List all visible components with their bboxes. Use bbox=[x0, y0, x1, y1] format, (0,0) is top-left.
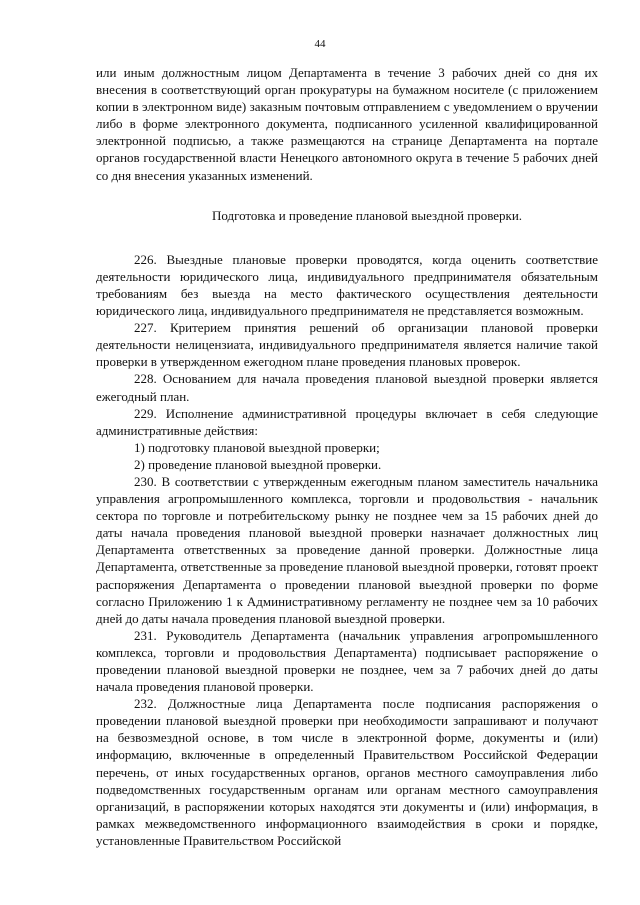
paragraph-228: 228. Основанием для начала проведения плановой выездной проверки является ежегодный план. bbox=[96, 371, 598, 404]
paragraph-229: 229. Исполнение административной процедуры включает в себя следующие административные действия: bbox=[96, 405, 598, 438]
paragraph-231: 231. Руководитель Департамента (начальник управления агропромышленного комплекса, торговли и продовольствия Департамента) подписывает распоряжение о проведении плановой выездной проверки не позднее, чем за 7 рабочих дней до даты начала проведения плановой проверки. bbox=[96, 627, 598, 695]
list-item-2: 2) проведение плановой выездной проверки. bbox=[134, 456, 382, 472]
paragraph-226: 226. Выездные плановые проверки проводятся, когда оценить соответствие деятельности юридического лица, индивидуального предпринимателя обязательным требованиям без выезда на место фактического осуществления деятельности юридического лица, индивидуального предпринимателя не представляется возможным. bbox=[96, 251, 598, 319]
paragraph-230: 230. В соответствии с утвержденным ежегодным планом заместитель начальника управления агропромышленного комплекса, торговли и продовольствия - начальник сектора по торговле и потребительскому рынку не позднее чем за 15 рабочих дней до даты начала проведения плановой выездной проверки назначает должностных лиц Департамента ответственных за проведение данной проверки. Должностные лица Департамента, ответственные за проведение плановой выездной проверки, готовят проект распоряжения Департамента о проведении плановой выездной проверки по форме согласно Приложению 1 к Административному регламенту не позднее чем за 10 рабочих дней до даты начала проведения плановой выездной проверки. bbox=[96, 473, 598, 626]
document-body bbox=[96, 64, 598, 849]
page-number: 44 bbox=[314, 38, 326, 50]
section-heading: Подготовка и проведение плановой выездной проверки. bbox=[211, 207, 523, 223]
paragraph-232: 232. Должностные лица Департамента после подписания распоряжения о проведении плановой выездной проверки при необходимости запрашивают и получают на безвозмездной основе, в том числе в электронной форме, документы и (или) информацию, включенные в определенный Правительством Российской Федерации перечень, от иных государственных органов, органов местного самоуправления либо подведомственных государственным органам или органам местного самоуправления организаций, в распоряжении которых находятся эти документы и (или) информация, в рамках межведомственного информационного взаимодействия в сроки и порядке, установленные Правительством Российской bbox=[96, 696, 598, 848]
paragraph-227: 227. Критерием принятия решений об организации плановой проверки деятельности нелицензиата, индивидуального предпринимателя является наличие такой проверки в утвержденном ежегодном плане проведения плановых проверок. bbox=[96, 320, 598, 370]
intro-paragraph: или иным должностным лицом Департамента в течение 3 рабочих дней со дня их внесения в соответствующий орган прокуратуры на бумажном носителе (с приложением копии в электронном виде) заказным почтовым отправлением с уведомлением о вручении либо в форме электронного документа, подписанного усиленной квалифицированной электронной подписью, а также размещаются на странице Департамента на портале органов государственной власти Ненецкого автономного округа в течение 5 рабочих дней со дня внесения указанных изменений. bbox=[96, 65, 598, 183]
list-item-1: 1) подготовку плановой выездной проверки; bbox=[134, 439, 380, 455]
